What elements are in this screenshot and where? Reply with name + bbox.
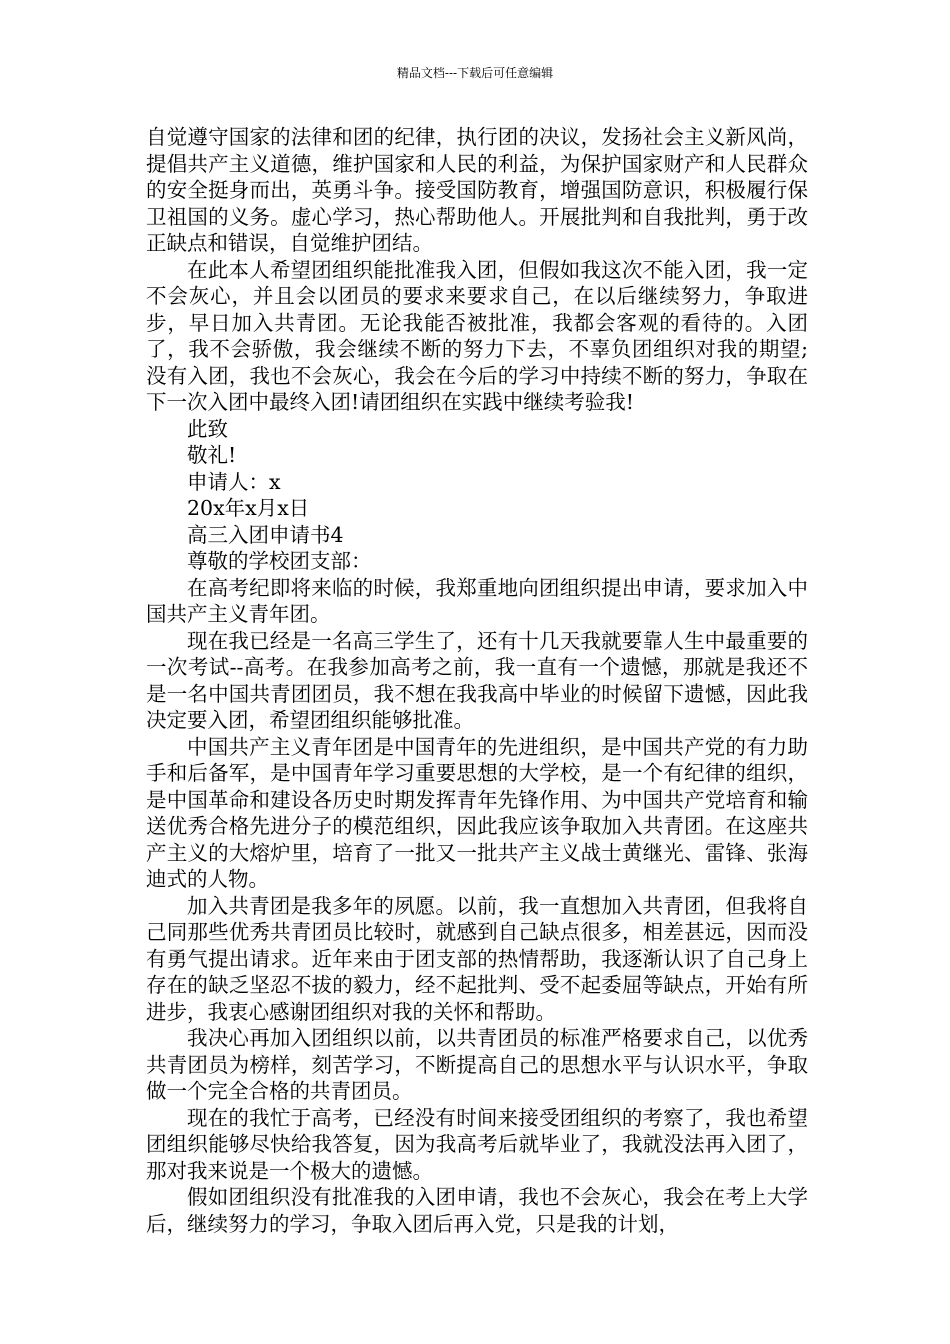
- closing-salutation: 此致: [187, 416, 228, 441]
- page-header: 精品文档---下载后可任意编辑: [396, 66, 554, 80]
- date-line: 20x年x月x日: [187, 496, 310, 520]
- paragraph: 加入共青团是我多年的夙愿。以前，我一直想加入共青团，但我将自己同那些优秀共青团员比较时，就感到自己缺点很多，相差甚远，因而没有勇气提出请求。近年来由于团支部的热情帮助，我逐渐认识了自己身上存在的缺乏坚忍不拔的毅力，经不起批判、受不起委屈等缺点，开始有所进步，我衷心感谢团组织对我的关怀和帮助。: [146, 893, 808, 1024]
- greeting: 尊敬的学校团支部：: [187, 549, 372, 573]
- document-body: [146, 124, 808, 1237]
- closing-respect: 敬礼!: [187, 443, 237, 467]
- applicant-line: 申请人：x: [187, 469, 281, 494]
- paragraph: 现在我已经是一名高三学生了，还有十几天我就要靠人生中最重要的一次考试--高考。在我参加高考之前，我一直有一个遗憾，那就是我还不是一名中国共青团团员，我不想在我我高中毕业的时候留下遗憾，因此我决定要入团，希望团组织能够批准。: [146, 628, 808, 732]
- paragraph: 我决心再加入团组织以前，以共青团员的标准严格要求自己，以优秀共青团员为榜样，刻苦学习，不断提高自己的思想水平与认识水平，争取做一个完全合格的共青团员。: [146, 1026, 808, 1103]
- paragraph: 现在的我忙于高考，已经没有时间来接受团组织的考察了，我也希望团组织能够尽快给我答复，因为我高考后就毕业了，我就没法再入团了，那对我来说是一个极大的遗憾。: [146, 1105, 808, 1183]
- paragraph: 自觉遵守国家的法律和团的纪律，执行团的决议，发扬社会主义新风尚，提倡共产主义道德，维护国家和人民的利益，为保护国家财产和人民群众的安全挺身而出，英勇斗争。接受国防教育，增强国防意识，积极履行保卫祖国的义务。虚心学习，热心帮助他人。开展批判和自我批判，勇于改正缺点和错误，自觉维护团结。: [146, 125, 808, 255]
- paragraph: 中国共产主义青年团是中国青年的先进组织，是中国共产党的有力助手和后备军，是中国青年学习重要思想的大学校，是一个有纪律的组织，是中国革命和建设各历史时期发挥青年先锋作用、为中国共产党培育和输送优秀合格先进分子的模范组织，因此我应该争取加入共青团。在这座共产主义的大熔炉里，培育了一批又一批共产主义战士黄继光、雷锋、张海迪式的人物。: [146, 734, 808, 891]
- paragraph: 在此本人希望团组织能批准我入团，但假如我这次不能入团，我一定不会灰心，并且会以团员的要求来要求自己，在以后继续努力，争取进步，早日加入共青团。无论我能否被批准，我都会客观的看待的。入团了，我不会骄傲，我会继续不断的努力下去，不辜负团组织对我的期望;没有入团，我也不会灰心，我会在今后的学习中持续不断的努力，争取在下一次入团中最终入团!请团组织在实践中继续考验我!: [146, 257, 808, 414]
- paragraph: 假如团组织没有批准我的入团申请，我也不会灰心，我会在考上大学后，继续努力的学习，争取入团后再入党，只是我的计划，: [146, 1185, 808, 1236]
- section-title: 高三入团申请书4: [187, 522, 344, 547]
- paragraph: 在高考纪即将来临的时候，我郑重地向团组织提出申请，要求加入中国共产主义青年团。: [146, 575, 808, 626]
